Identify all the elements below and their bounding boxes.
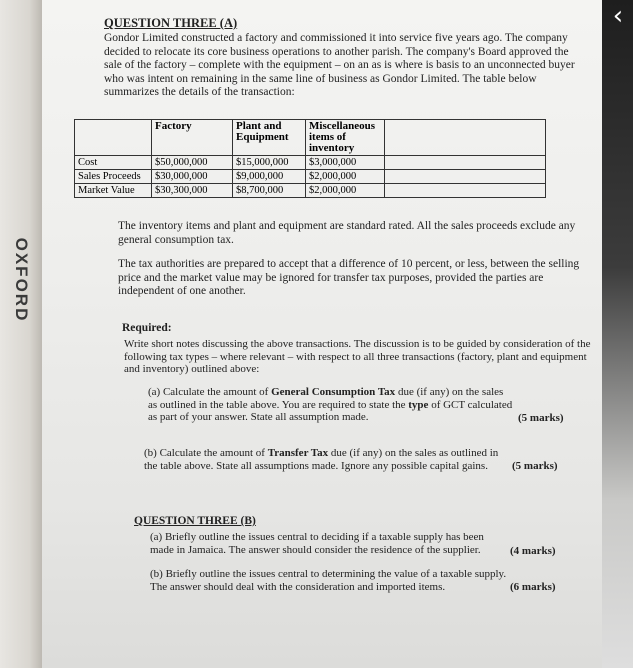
table-cell bbox=[385, 170, 546, 184]
note-transfer-text: The tax authorities are prepared to accept that a difference of 10 percent, or less, between the selling price and the market value may be ignored for transfer tax purposes, provided the parties are independent of one another. bbox=[118, 258, 580, 297]
document-page bbox=[42, 0, 602, 668]
required-body: Write short notes discussing the above transactions. The discussion is to be guided by consideration of the following tax types – where relevant – with respect to all three transactions (factory, plant and equipment and inventory) outlined above: bbox=[124, 338, 591, 375]
row-label: Sales Proceeds bbox=[75, 170, 152, 184]
row-label: Cost bbox=[75, 156, 152, 170]
qa-part-a-pre: (a) Calculate the amount of bbox=[148, 386, 272, 398]
required-text bbox=[124, 338, 592, 376]
qa-part-a-mid: due (if any) on the sales as outlined in the table above. You are required to state the bbox=[148, 386, 504, 411]
table-cell: $8,700,000 bbox=[233, 184, 306, 198]
oxford-brand: OXFORD bbox=[12, 237, 31, 323]
qa-part-a-type: type bbox=[408, 398, 429, 411]
header-factory: Factory bbox=[152, 120, 233, 156]
viewer-edge bbox=[602, 0, 633, 668]
qa-part-b-post: due (if any) on the sales as outlined in the table above. State all assumptions made. Ignore any possible capital gains. bbox=[144, 447, 499, 472]
table-cell: $30,000,000 bbox=[152, 170, 233, 184]
transaction-table bbox=[74, 119, 546, 198]
table-row bbox=[75, 156, 546, 170]
qb-part-b-marks: (6 marks) bbox=[510, 581, 556, 593]
header-misc-inventory: Miscellaneous items of inventory bbox=[306, 120, 385, 156]
qb-part-a-marks: (4 marks) bbox=[510, 545, 556, 557]
table-cell: $15,000,000 bbox=[233, 156, 306, 170]
table-row bbox=[75, 170, 546, 184]
table-cell: $2,000,000 bbox=[306, 184, 385, 198]
note-transfer bbox=[118, 258, 588, 299]
table-cell: $50,000,000 bbox=[152, 156, 233, 170]
intro-text: Gondor Limited constructed a factory and commissioned it into service five years ago. The company decided to relocate its core business operations to another parish. The company's Board approved the sale of the factory – complete with the equipment – on an as is where is basis to an unconnected buyer who was intent on remaining in the same line of business as Gondor Limited. The table below summarizes the details of the transaction: bbox=[104, 32, 575, 98]
qb-part-b: (b) Briefly outline the issues central to determining the value of a taxable supply. The answer should deal with the consideration and imported items. bbox=[150, 568, 507, 593]
qb-part-a: (a) Briefly outline the issues central to deciding if a taxable supply has been made in Jamaica. The answer should consider the residence of the supplier. bbox=[150, 531, 484, 556]
qa-part-a-marks: (5 marks) bbox=[518, 412, 564, 424]
note-inventory bbox=[118, 220, 588, 247]
header-cell bbox=[75, 120, 152, 156]
table-cell: $2,000,000 bbox=[306, 170, 385, 184]
table-row bbox=[75, 184, 546, 198]
table-cell: $9,000,000 bbox=[233, 170, 306, 184]
intro-paragraph bbox=[104, 32, 582, 100]
question-three-a-title: QUESTION THREE (A) bbox=[104, 16, 238, 30]
question-three-b-title: QUESTION THREE (B) bbox=[134, 515, 256, 527]
table-header-row bbox=[75, 120, 546, 156]
qa-part-a-gct: General Consumption Tax bbox=[271, 386, 396, 398]
table-cell bbox=[385, 156, 546, 170]
back-chevron-icon[interactable]: ‹ bbox=[612, 1, 624, 31]
qa-part-a-post: of GCT calculated as part of your answer. State all assumption made. bbox=[148, 398, 513, 423]
table-cell bbox=[385, 184, 546, 198]
required-label: Required: bbox=[122, 322, 172, 334]
qa-part-b-pre: (b) Calculate the amount of bbox=[144, 447, 268, 459]
qa-part-b-marks: (5 marks) bbox=[512, 460, 558, 472]
note-inventory-text: The inventory items and plant and equipment are standard rated. All the sales proceeds exclude any general consumption tax. bbox=[118, 220, 576, 246]
header-plant-equipment: Plant and Equipment bbox=[233, 120, 306, 156]
table-cell: $3,000,000 bbox=[306, 156, 385, 170]
qa-part-b bbox=[144, 447, 512, 472]
qa-part-b-transfer-tax: Transfer Tax bbox=[267, 447, 329, 459]
binder-edge bbox=[0, 0, 42, 668]
row-label: Market Value bbox=[75, 184, 152, 198]
header-cell bbox=[385, 120, 546, 156]
table-cell: $30,300,000 bbox=[152, 184, 233, 198]
qa-part-a bbox=[148, 386, 514, 424]
